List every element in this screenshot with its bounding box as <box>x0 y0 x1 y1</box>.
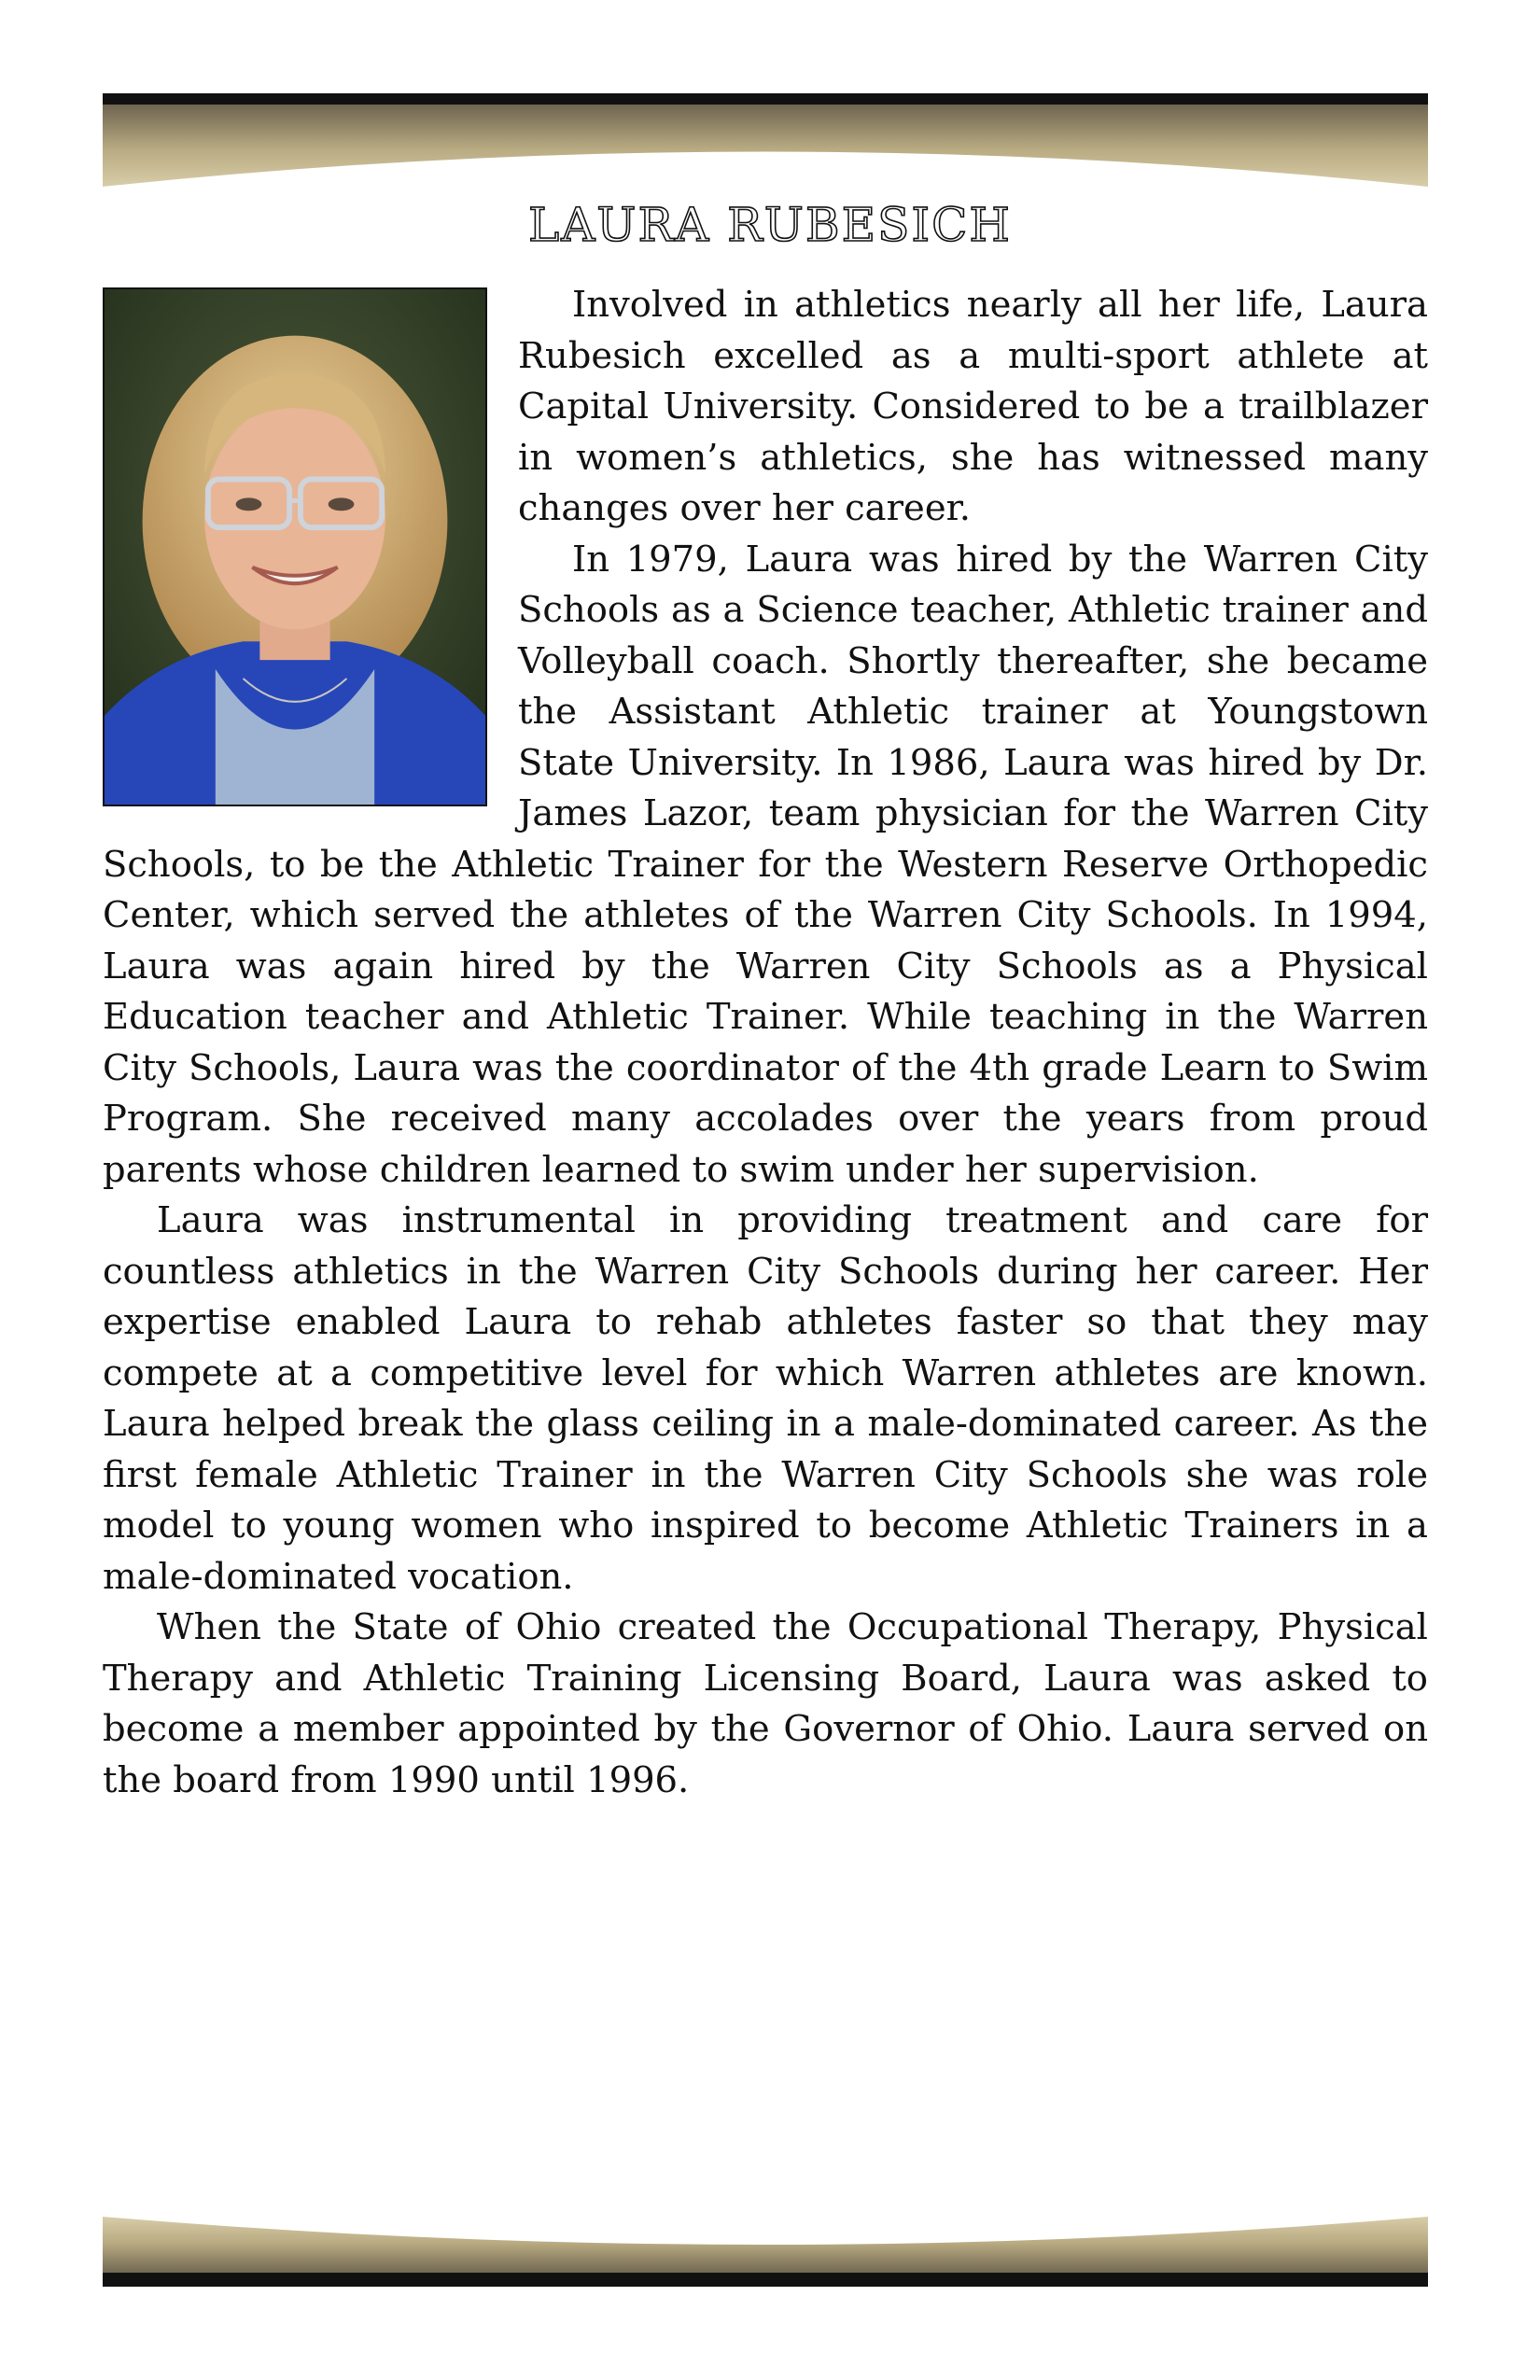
biography-text <box>103 280 1428 1806</box>
top-banner <box>103 93 1428 196</box>
bio-paragraph-1: Involved in athletics nearly all her life, Laura Rubesich excelled as a multi-sport athlete at Capital University. Considered to be a trailblazer in women’s athletics, she has witnessed many changes over her career. <box>518 284 1428 529</box>
photo-wrap-spacer <box>103 280 518 812</box>
bottom-banner <box>103 2217 1428 2287</box>
page-title: LAURA RUBESICH <box>528 198 1012 252</box>
bio-paragraph-2: In 1979, Laura was hired by the Warren City Schools as a Science teacher, Athletic trainer and Volleyball coach. Shortly thereafter, she became the Assistant Athletic trainer at Youngstown State University. In 1986, Laura was hired by Dr. James Lazor, team physician for the Warren City Schools, to be the Athletic Trainer for the Western Reserve Orthopedic Center, which served the athletes of the Warren City Schools. In 1994, Laura was again hired by the Warren City Schools as a Physical Education teacher and Athletic Trainer. While teaching in the Warren City Schools, Laura was the coordinator of the 4th grade Learn to Swim Program. She received many accolades over the years from proud parents whose children learned to swim under her supervision. <box>103 538 1428 1191</box>
bio-paragraph-4: When the State of Ohio created the Occupational Therapy, Physical Therapy and Athletic Training Licensing Board, Laura was asked to become a member appointed by the Governor of Ohio. Laura served on the board from 1990 until 1996. <box>103 1606 1428 1801</box>
bio-paragraph-3: Laura was instrumental in providing treatment and care for countless athletics in the Warren City Schools during her career. Her expertise enabled Laura to rehab athletes faster so that they may compete at a competitive level for which Warren athletes are known. Laura helped break the glass ceiling in a male-dominated career. As the first female Athletic Trainer in the Warren City Schools she was role model to young women who inspired to become Athletic Trainers in a male-dominated vocation. <box>103 1199 1428 1598</box>
